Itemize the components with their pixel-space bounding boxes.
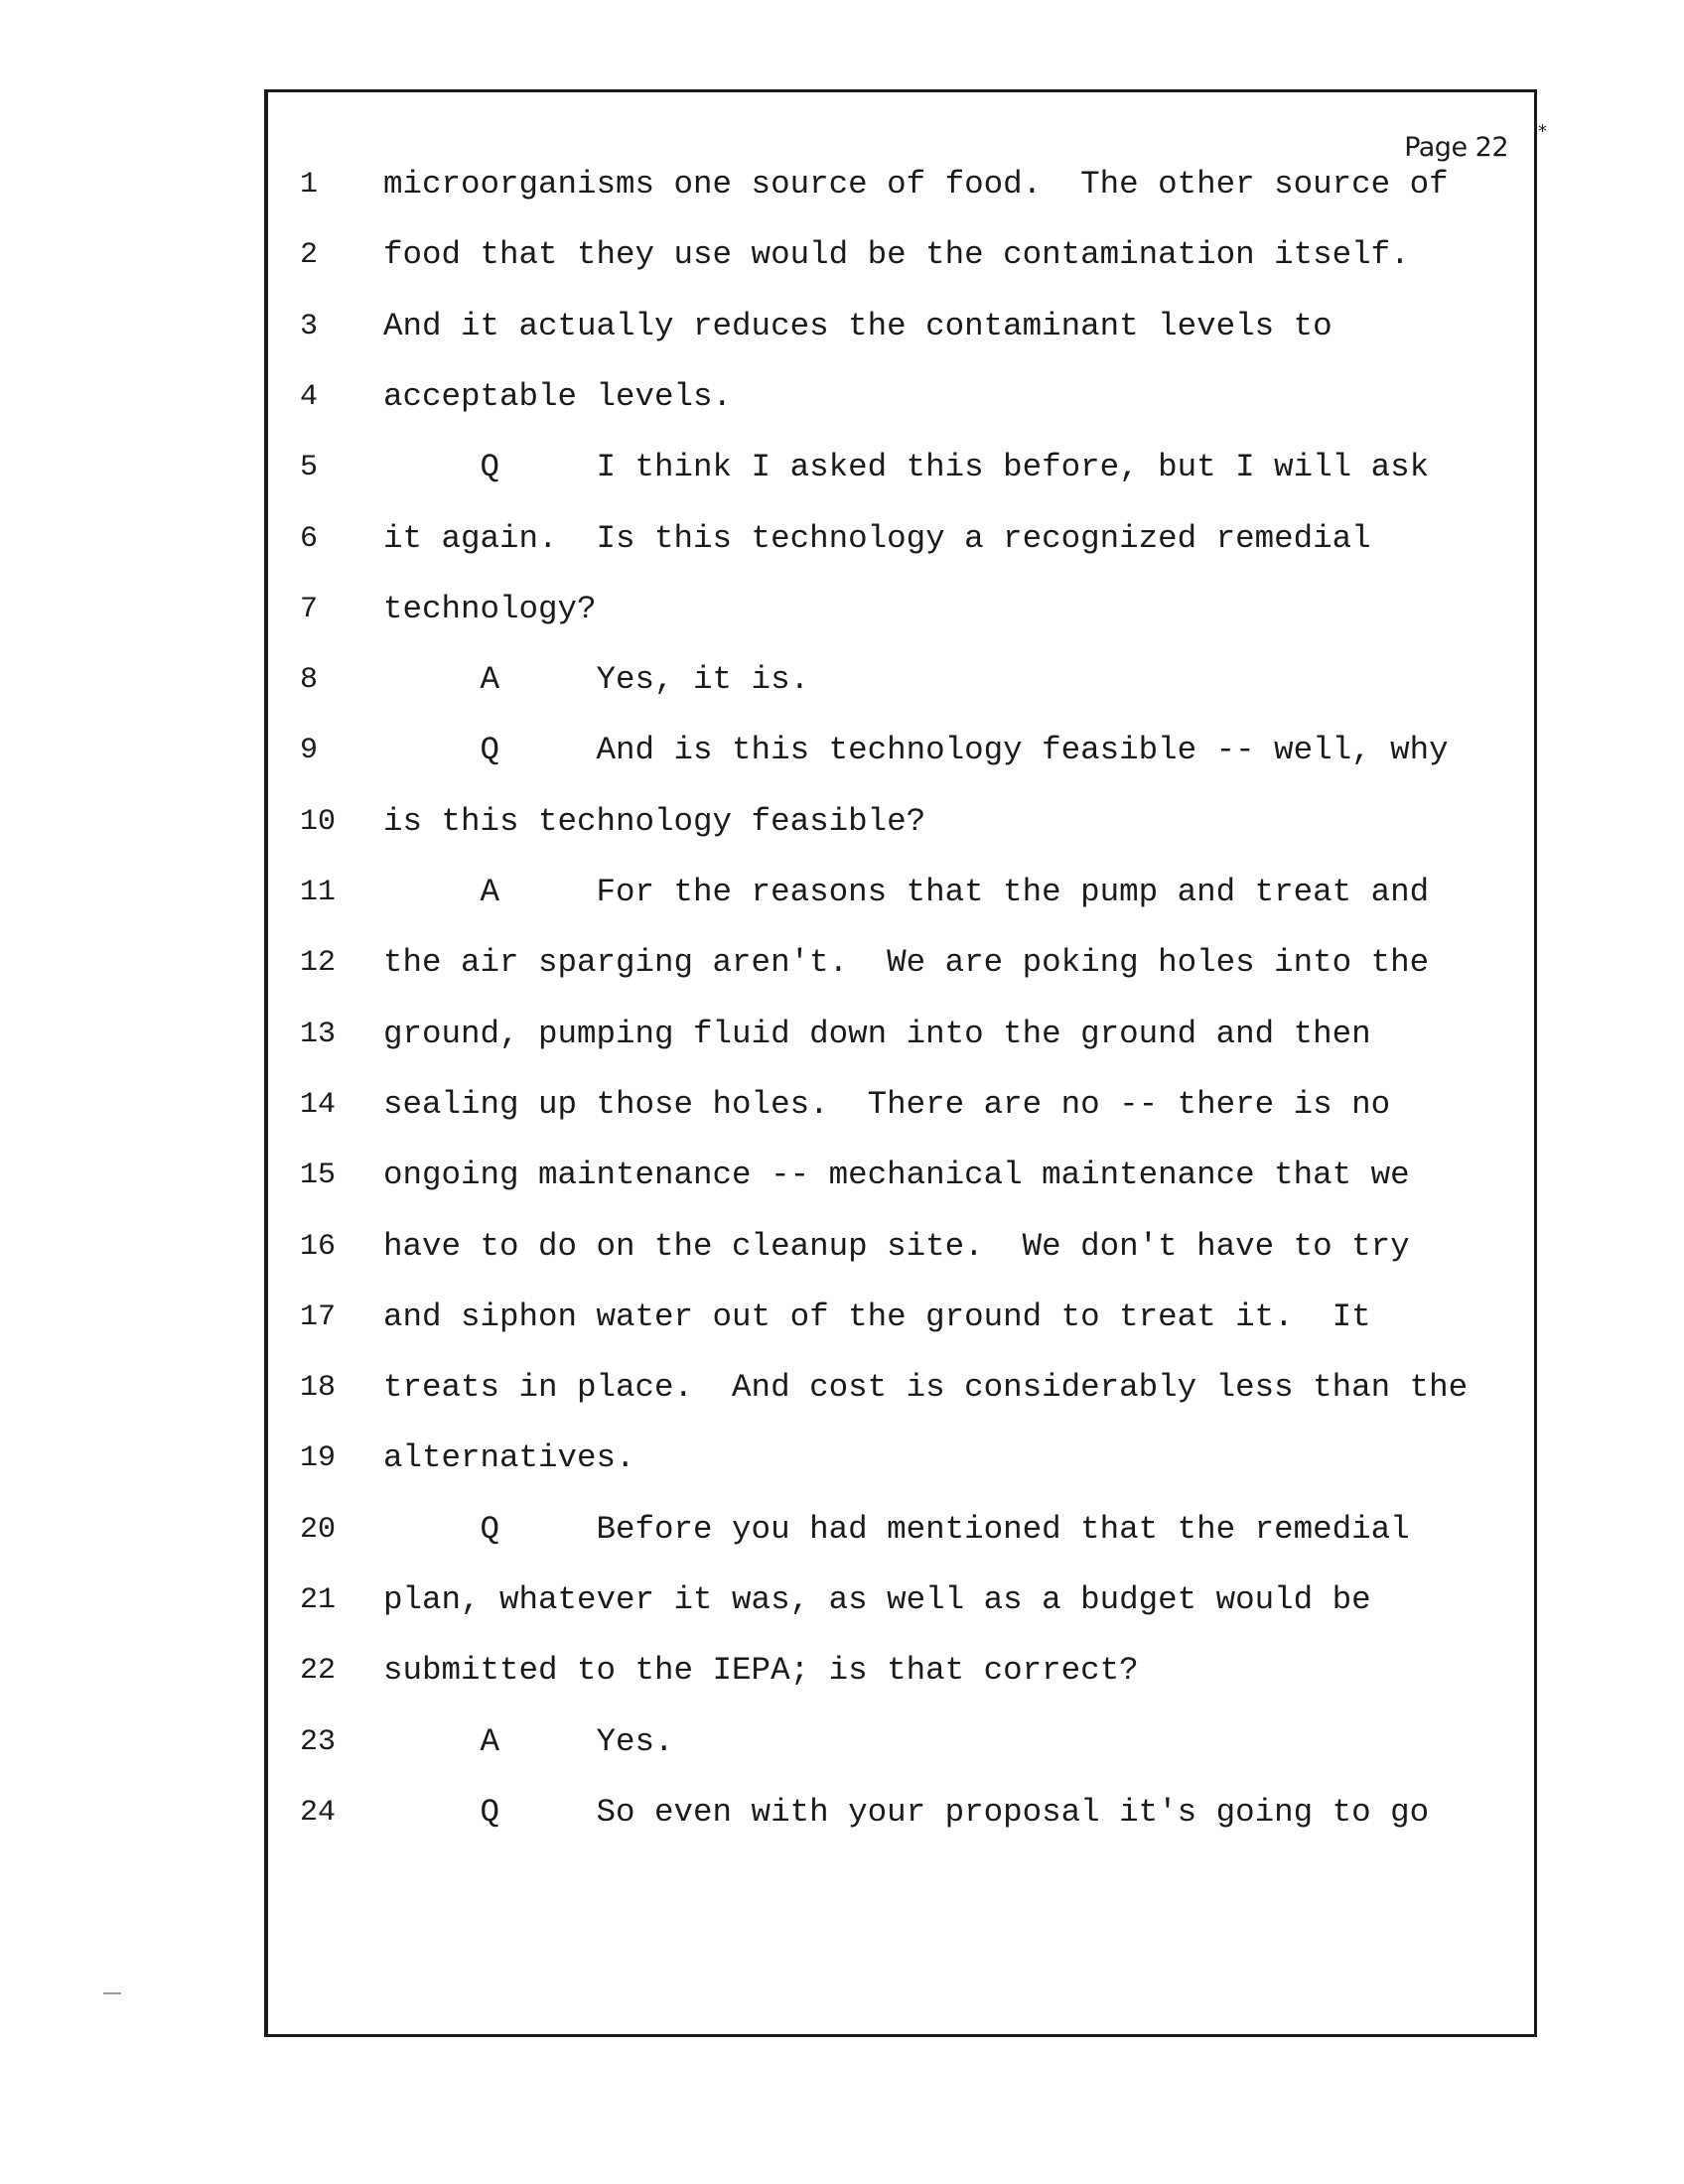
line-number: 3: [300, 309, 319, 343]
line-text: the air sparging aren't. We are poking holes into the: [383, 944, 1430, 982]
line-text: And it actually reduces the contaminant levels to: [383, 307, 1333, 344]
transcript-line: [0, 1510, 1684, 1550]
transcript-line: [0, 873, 1684, 912]
line-number: 11: [300, 876, 337, 909]
line-text: ground, pumping fluid down into the ground and then: [383, 1015, 1371, 1052]
line-text: submitted to the IEPA; is that correct?: [383, 1652, 1139, 1690]
line-text: ongoing maintenance -- mechanical maintenance that we: [383, 1157, 1410, 1194]
transcript-line: [0, 590, 1684, 629]
line-number: 5: [300, 451, 319, 485]
line-number: 1: [300, 168, 319, 202]
corner-mark: *: [1538, 121, 1547, 142]
transcript-line: [0, 1793, 1684, 1833]
transcript-line: [0, 235, 1684, 275]
line-number: 8: [300, 663, 319, 698]
line-number: 4: [300, 379, 319, 414]
line-number: 21: [300, 1583, 337, 1617]
transcript-line: [0, 1227, 1684, 1267]
transcript-line: [0, 943, 1684, 983]
transcript-line: [0, 519, 1684, 559]
line-number: 17: [300, 1299, 337, 1334]
line-number: 16: [300, 1229, 337, 1264]
line-text: technology?: [383, 590, 597, 627]
line-number: 12: [300, 946, 337, 981]
line-number: 18: [300, 1371, 337, 1406]
transcript-line: [0, 1085, 1684, 1125]
line-number: 13: [300, 1017, 337, 1051]
line-number: 10: [300, 804, 337, 839]
line-text: microorganisms one source of food. The other source of: [383, 166, 1449, 203]
line-text: food that they use would be the contamination itself.: [383, 236, 1410, 274]
line-text: and siphon water out of the ground to treat it. It: [383, 1297, 1371, 1335]
line-text: A Yes, it is.: [383, 661, 810, 699]
transcript-line: [0, 1580, 1684, 1620]
line-text: have to do on the cleanup site. We don't have to try: [383, 1227, 1410, 1265]
transcript-line: [0, 1438, 1684, 1478]
line-number: 9: [300, 734, 319, 768]
line-text: treats in place. And cost is considerably less than the: [383, 1369, 1469, 1407]
line-number: 14: [300, 1087, 337, 1122]
transcript-line: [0, 377, 1684, 417]
line-number: 15: [300, 1159, 337, 1193]
line-number: 22: [300, 1654, 337, 1689]
line-text: sealing up those holes. There are no -- there is no: [383, 1085, 1391, 1123]
transcript-line: [0, 307, 1684, 346]
transcript-line: [0, 1015, 1684, 1054]
line-number: 23: [300, 1724, 337, 1759]
line-text: Q I think I asked this before, but I will ask: [383, 449, 1430, 486]
transcript-line: [0, 1297, 1684, 1337]
line-text: Q Before you had mentioned that the remedial: [383, 1510, 1410, 1548]
line-number: 6: [300, 521, 319, 556]
line-text: alternatives.: [383, 1439, 635, 1477]
transcript-line: [0, 165, 1684, 205]
transcript-line: [0, 1651, 1684, 1691]
page-number: Page 22: [1404, 132, 1508, 163]
line-number: 2: [300, 238, 319, 273]
transcript-line: [0, 731, 1684, 770]
line-number: 19: [300, 1441, 337, 1476]
transcript-line: [0, 802, 1684, 842]
line-text: A For the reasons that the pump and treat and: [383, 874, 1430, 910]
line-text: A Yes.: [383, 1722, 674, 1760]
transcript-line: [0, 1368, 1684, 1408]
transcript-line: [0, 448, 1684, 487]
scan-speck: [103, 1992, 121, 1994]
line-text: it again. Is this technology a recognized remedial: [383, 519, 1371, 557]
line-text: acceptable levels.: [383, 377, 733, 415]
line-number: 7: [300, 592, 319, 626]
transcript-line: [0, 660, 1684, 700]
line-number: 20: [300, 1512, 337, 1547]
line-text: Q So even with your proposal it's going to go: [383, 1793, 1430, 1831]
line-text: plan, whatever it was, as well as a budget would be: [383, 1581, 1371, 1618]
line-text: is this technology feasible?: [383, 802, 926, 840]
line-number: 24: [300, 1795, 337, 1830]
transcript-line: [0, 1156, 1684, 1195]
transcript-line: [0, 1722, 1684, 1762]
line-text: Q And is this technology feasible -- well, why: [383, 732, 1449, 769]
